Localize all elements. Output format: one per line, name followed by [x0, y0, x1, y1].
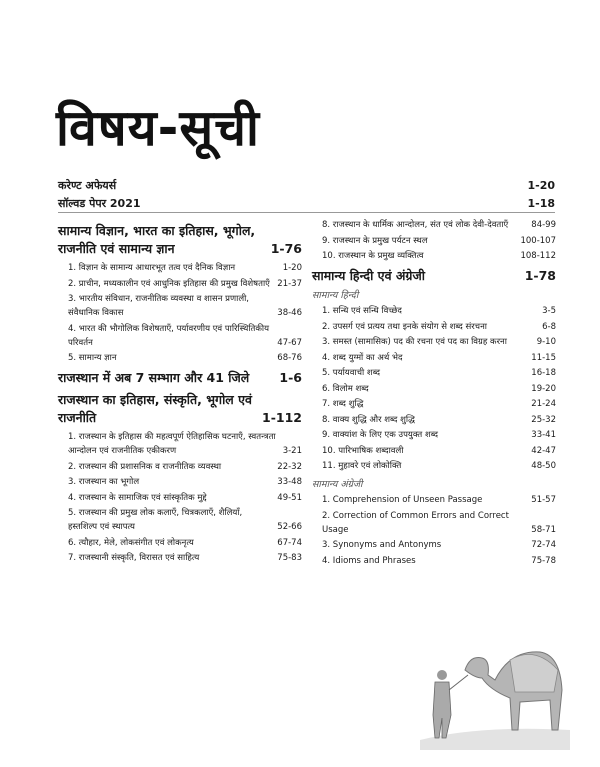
section-pages: 1-6 — [279, 370, 302, 385]
section-pages: 1-112 — [262, 410, 302, 425]
toc-item[interactable] — [312, 444, 556, 458]
toc-item[interactable] — [312, 493, 556, 507]
toc-item[interactable] — [312, 218, 556, 232]
item-pages: 108-112 — [520, 251, 556, 261]
section-title: सामान्य हिन्दी एवं अंग्रेजी — [312, 268, 425, 283]
item-pages: 52-66 — [277, 522, 302, 532]
item-pages: 3-5 — [542, 306, 556, 316]
item-title: 1. विज्ञान के सामान्य आधारभूत तत्व एवं दैनिक विज्ञान — [68, 263, 236, 273]
item-title: 11. मुहावरे एवं लोकोक्ति — [322, 461, 402, 471]
entry-title: सॉल्वड पेपर 2021 — [58, 196, 141, 210]
entry-pages: 1-20 — [527, 178, 555, 192]
item-pages: 3-21 — [282, 446, 302, 456]
section-pages: 1-78 — [524, 268, 556, 283]
item-title: 5. पर्यायवाची शब्द — [322, 368, 381, 378]
toc-item[interactable] — [58, 551, 302, 565]
item-pages: 42-47 — [531, 445, 556, 456]
toc-entry[interactable] — [58, 194, 555, 212]
toc-item[interactable] — [58, 506, 302, 534]
item-title: 4. भारत की भौगोलिक विशेषताएँ, पर्यावरणीय एवं पारिस्थितिकीय परिवर्तन — [68, 323, 270, 348]
item-title: 3. भारतीय संविधान, राजनीतिक व्यवस्था व शासन प्रणाली, संवैधानिक विकास — [68, 294, 250, 318]
toc-item[interactable] — [312, 397, 556, 411]
toc-entry[interactable] — [58, 176, 555, 194]
toc-item[interactable] — [312, 351, 556, 365]
item-title: 3. राजस्थान का भूगोल — [68, 477, 140, 487]
item-pages: 19-20 — [531, 383, 556, 394]
item-pages: 67-74 — [277, 537, 302, 548]
item-pages: 16-18 — [531, 368, 556, 378]
section-heading[interactable] — [58, 391, 302, 427]
toc-item[interactable] — [58, 292, 302, 320]
item-title: 6. त्यौहार, मेले, लोकसंगीत एवं लोकनृत्य — [68, 537, 194, 548]
item-pages: 11-15 — [531, 352, 556, 363]
toc-item[interactable] — [312, 304, 556, 318]
section-title: सामान्य विज्ञान, भारत का इतिहास, भूगोल, राजनीति एवं सामान्य ज्ञान — [58, 223, 256, 256]
item-title: 7. शब्द शुद्धि — [322, 399, 364, 409]
toc-item[interactable] — [312, 234, 556, 248]
item-title: 9. राजस्थान के प्रमुख पर्यटन स्थल — [322, 235, 428, 246]
item-title: 3. समस्त (सामासिक) पद की रचना एवं पद का विग्रह करना — [322, 337, 507, 347]
top-entries — [58, 176, 555, 212]
item-pages: 58-71 — [531, 524, 556, 535]
toc-item[interactable] — [312, 320, 556, 334]
toc-item[interactable] — [312, 382, 556, 396]
page-title: विषय-सूची — [56, 99, 260, 157]
item-title: 7. राजस्थानी संस्कृति, विरासत एवं साहित्य — [68, 553, 200, 563]
item-title: 2. Correction of Common Errors and Correct Usage — [322, 510, 509, 535]
toc-item[interactable] — [58, 261, 302, 275]
item-pages: 6-8 — [542, 321, 556, 332]
toc-item[interactable] — [58, 536, 302, 550]
item-title: 2. उपसर्ग एवं प्रत्यय तथा इनके संयोग से शब्द संरचना — [322, 321, 488, 332]
item-title: 1. सन्धि एवं सन्धि विच्छेद — [322, 306, 402, 316]
toc-item[interactable] — [312, 249, 556, 263]
toc-item[interactable] — [58, 351, 302, 365]
item-pages: 33-48 — [277, 477, 302, 487]
item-pages: 21-24 — [531, 399, 556, 409]
item-title: 2. राजस्थान की प्रशासनिक व राजनीतिक व्यवस्था — [68, 461, 222, 472]
toc-item[interactable] — [312, 459, 556, 473]
item-pages: 33-41 — [531, 430, 556, 440]
toc-item[interactable] — [312, 335, 556, 349]
item-title: 5. राजस्थान की प्रमुख लोक कलाएँ, चित्रकलाएँ, शैलियाँ, हस्तशिल्प एवं स्थापत्य — [68, 508, 243, 532]
toc-item[interactable] — [58, 475, 302, 489]
item-pages: 38-46 — [277, 308, 302, 318]
item-pages: 75-83 — [277, 553, 302, 563]
item-title: 3. Synonyms and Antonyms — [322, 540, 442, 550]
item-pages: 25-32 — [531, 414, 556, 425]
section-title: राजस्थान में अब 7 सम्भाग और 41 जिले — [58, 370, 250, 385]
toc-item[interactable] — [58, 277, 302, 291]
item-pages: 72-74 — [531, 540, 556, 550]
toc-item[interactable] — [312, 538, 556, 552]
toc-item[interactable] — [312, 413, 556, 427]
right-column — [312, 218, 556, 569]
camel-illustration — [420, 630, 570, 750]
section-pages: 1-76 — [270, 241, 302, 256]
item-pages: 21-37 — [277, 278, 302, 289]
item-title: 9. वाक्यांश के लिए एक उपयुक्त शब्द — [322, 430, 439, 440]
left-column — [58, 218, 302, 567]
item-pages: 49-51 — [277, 492, 302, 503]
section-title: राजस्थान का इतिहास, संस्कृति, भूगोल एवं राजनीति — [58, 392, 252, 425]
item-pages: 68-76 — [277, 353, 302, 363]
item-pages: 75-78 — [531, 555, 556, 566]
item-pages: 48-50 — [531, 461, 556, 471]
toc-item[interactable] — [312, 366, 556, 380]
item-title: 6. विलोम शब्द — [322, 383, 369, 394]
item-title: 4. राजस्थान के सामाजिक एवं सांस्कृतिक मुद्दे — [68, 492, 207, 503]
toc-item[interactable] — [312, 428, 556, 442]
toc-item[interactable] — [58, 322, 302, 350]
item-title: 10. राजस्थान के प्रमुख व्यक्तित्व — [322, 251, 424, 261]
section-heading[interactable] — [58, 222, 302, 258]
item-title: 10. पारिभाषिक शब्दावली — [322, 445, 404, 456]
item-pages: 9-10 — [536, 337, 556, 347]
divider — [58, 212, 555, 213]
toc-item[interactable] — [312, 509, 556, 537]
toc-item[interactable] — [58, 460, 302, 474]
item-title: 1. राजस्थान के इतिहास की महत्वपूर्ण ऐतिहासिक घटनाएँ, स्वतन्त्रता आन्दोलन एवं राजनीतिक एकीकरण — [68, 432, 276, 456]
item-pages: 84-99 — [531, 220, 556, 230]
item-title: 4. Idioms and Phrases — [322, 555, 416, 566]
toc-item[interactable] — [58, 430, 302, 458]
section-heading[interactable] — [312, 267, 556, 285]
entry-title: करेण्ट अफेयर्स — [58, 178, 117, 192]
toc-item[interactable] — [58, 491, 302, 505]
item-title: 8. राजस्थान के धार्मिक आन्दोलन, संत एवं लोक देवी-देवताएँ — [322, 220, 509, 230]
item-pages: 22-32 — [277, 461, 302, 472]
item-title: 2. प्राचीन, मध्यकालीन एवं आधुनिक इतिहास की प्रमुख विशेषताएँ — [68, 278, 270, 289]
entry-pages: 1-18 — [527, 196, 555, 210]
item-title: 8. वाक्य शुद्धि और शब्द शुद्धि — [322, 414, 415, 425]
item-pages: 47-67 — [277, 337, 302, 348]
item-title: 5. सामान्य ज्ञान — [68, 353, 117, 363]
subsection-label: सामान्य अंग्रेजी — [312, 479, 363, 490]
item-title: 1. Comprehension of Unseen Passage — [322, 495, 483, 505]
item-pages: 100-107 — [520, 235, 556, 246]
item-title: 4. शब्द युग्मों का अर्थ भेद — [322, 352, 403, 363]
section-heading[interactable] — [58, 369, 302, 387]
toc-item[interactable] — [312, 554, 556, 568]
item-pages: 1-20 — [282, 263, 302, 273]
subsection-label: सामान्य हिन्दी — [312, 290, 359, 301]
item-pages: 51-57 — [531, 495, 556, 505]
